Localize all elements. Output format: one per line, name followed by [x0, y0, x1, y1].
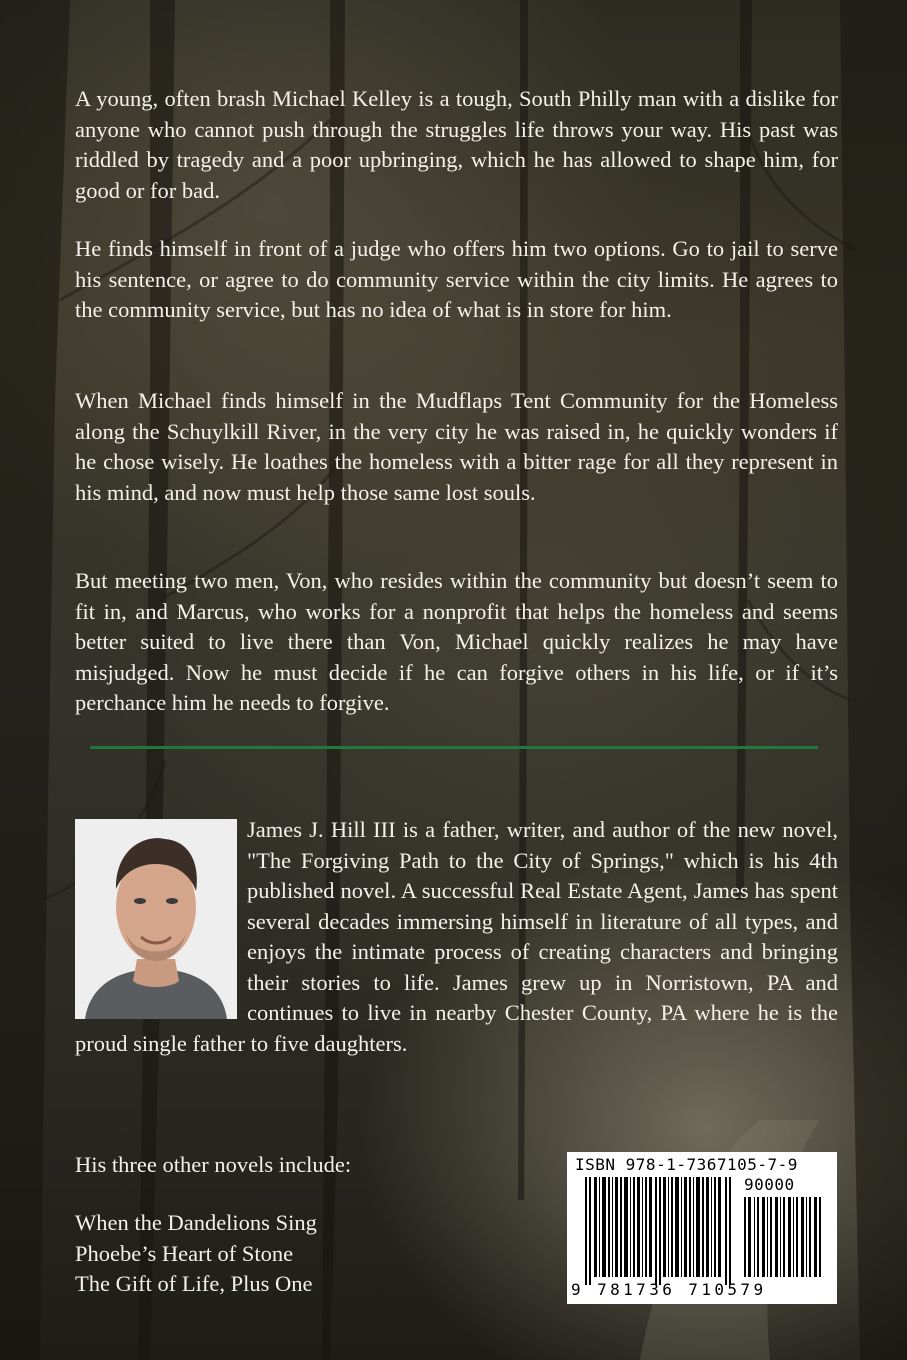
- author-bio-text: James J. Hill III is a father, writer, and author of the new novel, "The Forgiving Path to the City of Springs," which is his 4th published novel. A successful Real Estate Agent, James has spent several decades immersing himself in literature of all types, and enjoys the intimate process of creating characters and bringing their stories to life. James grew up in Norristown, PA and continues to live in nearby Chester County, PA where he is the proud single father to five daughters.: [75, 817, 838, 1056]
- isbn-barcode: [567, 1152, 837, 1304]
- novel-title-2: Phoebe’s Heart of Stone: [75, 1240, 294, 1266]
- other-novels-list: [75, 1208, 317, 1300]
- barcode-addon-bars: [744, 1197, 824, 1277]
- isbn-label: ISBN 978-1-7367105-7-9: [575, 1155, 798, 1174]
- section-divider: [90, 746, 818, 749]
- blurb-paragraph-3: When Michael finds himself in the Mudflaps Tent Community for the Homeless along the Schuylkill River, in the very city he was raised in, he quickly wonders if he chose wisely. He loathes the homeless with a bitter rage for all they represent in his mind, and now must help those same lost souls.: [75, 388, 838, 505]
- novel-title-1: When the Dandelions Sing: [75, 1210, 317, 1235]
- other-novels-heading: His three other novels include:: [75, 1152, 352, 1177]
- novel-title-3: The Gift of Life, Plus One: [75, 1271, 313, 1296]
- blurb-paragraph-2: He finds himself in front of a judge who offers him two options. Go to jail to serve his sentence, or agree to do community service within the city limits. He agrees to the community service, but has no idea of what is in store for him.: [75, 236, 838, 322]
- barcode-digits: 9 781736 710579: [571, 1280, 767, 1299]
- author-bio: [75, 815, 838, 1059]
- blurb-paragraph-1: A young, often brash Michael Kelley is a tough, South Philly man with a dislike for anyone who cannot push through the struggles life throws your way. His past was riddled by tragedy and a poor upbringing, which he has allowed to shape him, for good or for bad.: [75, 86, 838, 203]
- blurb-paragraph-4: But meeting two men, Von, who resides within the community but doesn’t seem to fit in, and Marcus, who works for a nonprofit that helps the homeless and seems better suited to live there than Von, Michael quickly realizes he may have misjudged. Now he must decide if he can forgive others in his life, or if it’s perchance him he needs to forgive.: [75, 568, 838, 715]
- barcode-bars: [585, 1177, 735, 1285]
- price-code: 90000: [744, 1175, 795, 1194]
